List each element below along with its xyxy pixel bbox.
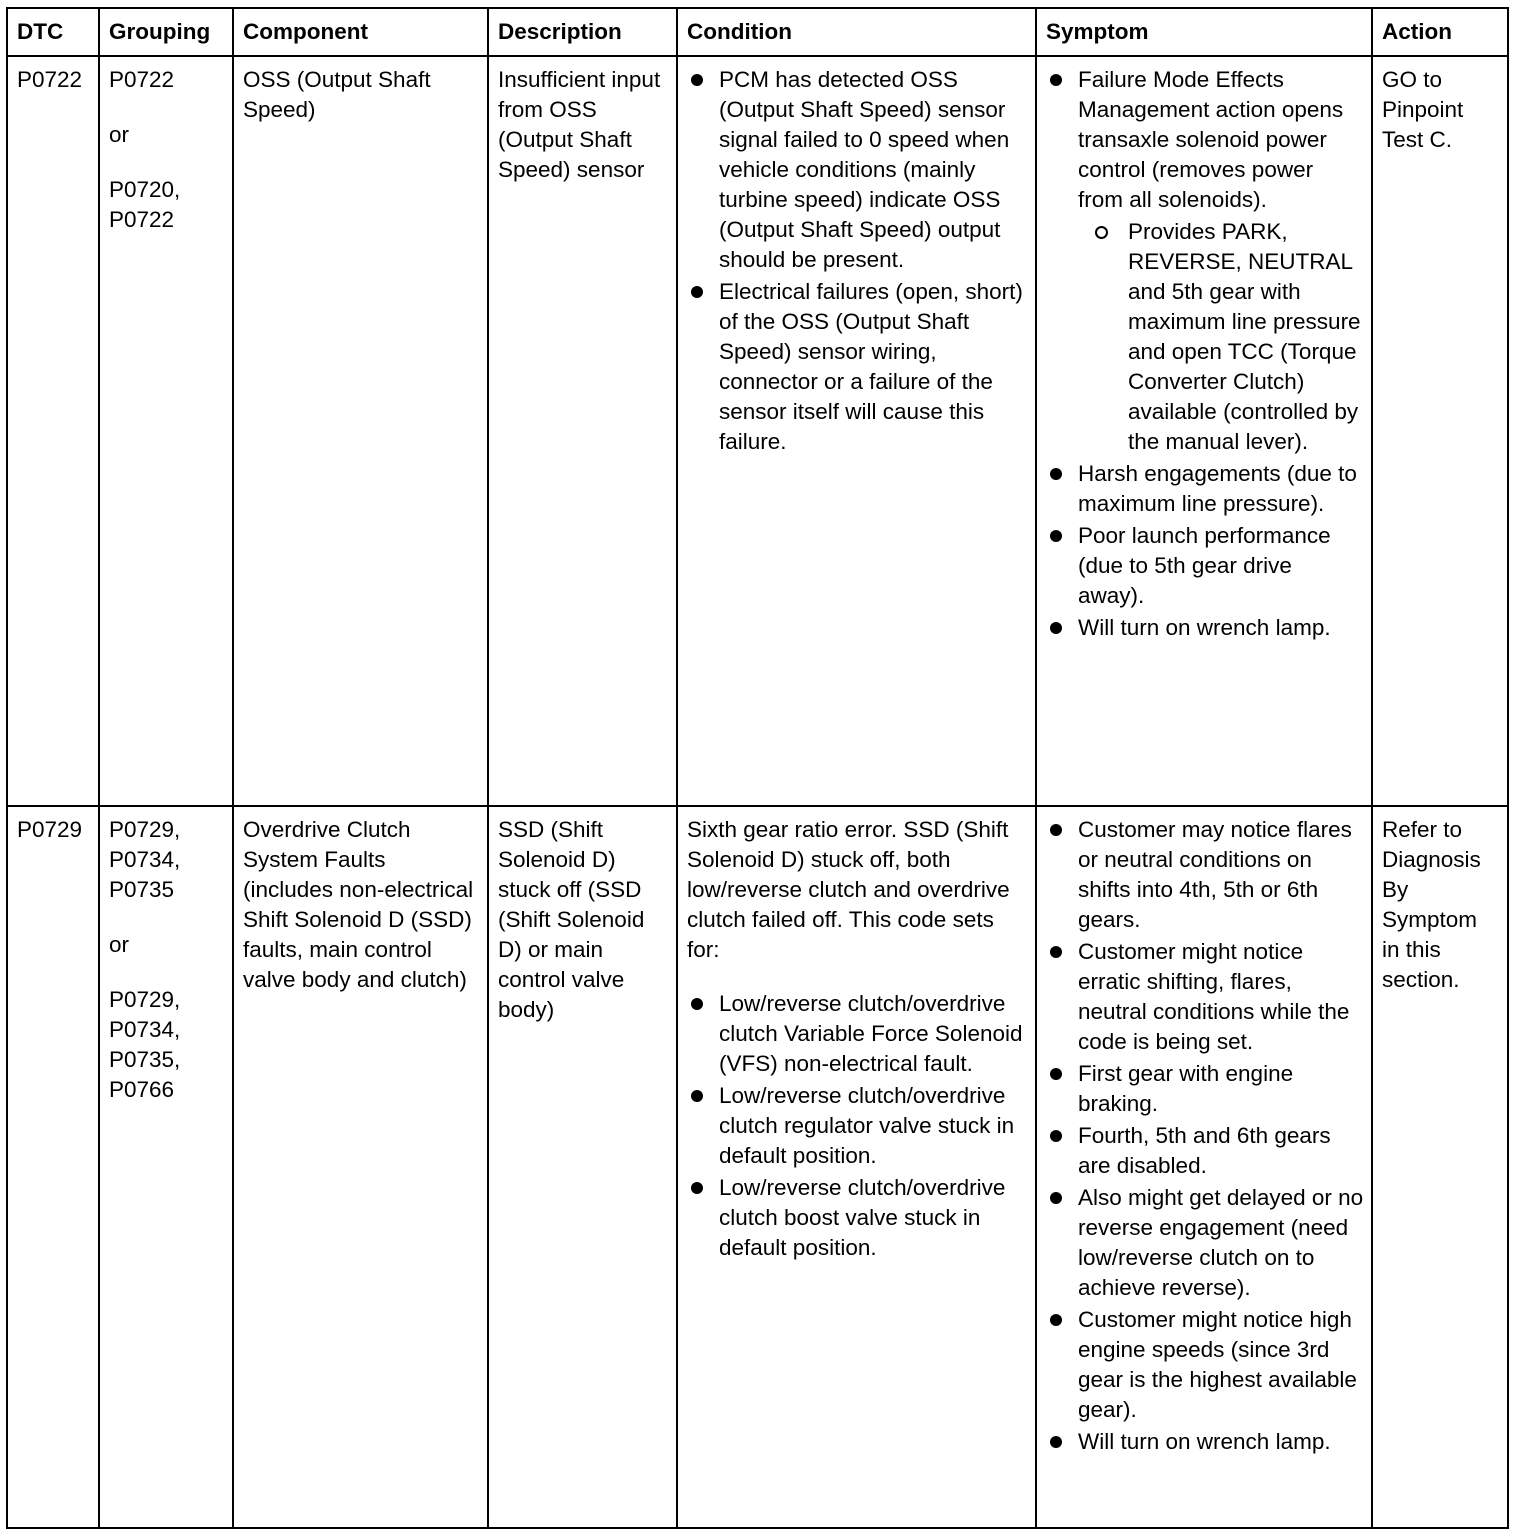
list-item: Harsh engagements (due to maximum line pressure). [1046, 459, 1364, 519]
grouping-code: P0722 [109, 67, 175, 92]
list-item: Customer might notice high engine speeds (since 3rd gear is the highest available gear). [1046, 1305, 1364, 1425]
condition-cell [677, 56, 1036, 806]
grouping-code: P0729, P0734, P0735 [109, 817, 181, 902]
condition-intro: Sixth gear ratio error. SSD (Shift Solenoid D) stuck off, both low/reverse clutch and overdrive clutch failed off. This code sets for: [687, 817, 1010, 962]
header-dtc: DTC [7, 8, 99, 56]
sub-list-item: Provides PARK, REVERSE, NEUTRAL and 5th gear with maximum line pressure and open TCC (Torque Converter Clutch) available (controlled by the manual lever). [1078, 217, 1364, 457]
symptom-list [1046, 65, 1364, 643]
list-item: Low/reverse clutch/overdrive clutch regulator valve stuck in default position. [687, 1081, 1028, 1171]
header-grouping: Grouping [99, 8, 233, 56]
list-item: Low/reverse clutch/overdrive clutch Variable Force Solenoid (VFS) non-electrical fault. [687, 989, 1028, 1079]
grouping-cell [99, 56, 233, 806]
description-cell: SSD (Shift Solenoid D) stuck off (SSD (Shift Solenoid D) or main control valve body) [488, 806, 677, 1528]
list-item: Also might get delayed or no reverse engagement (need low/reverse clutch on to achieve reverse). [1046, 1183, 1364, 1303]
condition-list [687, 989, 1028, 1263]
condition-cell [677, 806, 1036, 1528]
header-action: Action [1372, 8, 1508, 56]
list-item: Fourth, 5th and 6th gears are disabled. [1046, 1121, 1364, 1181]
header-description: Description [488, 8, 677, 56]
list-item: First gear with engine braking. [1046, 1059, 1364, 1119]
grouping-code: P0720, P0722 [109, 177, 181, 232]
list-item: PCM has detected OSS (Output Shaft Speed) sensor signal failed to 0 speed when vehicle conditions (mainly turbine speed) indicate OSS (Output Shaft Speed) output should be present. [687, 65, 1028, 275]
grouping-or: or [109, 122, 130, 147]
symptom-sublist [1078, 217, 1364, 457]
table-row [7, 806, 1508, 1528]
list-item [1046, 65, 1364, 457]
symptom-cell [1036, 56, 1372, 806]
grouping-or: or [109, 932, 130, 957]
dtc-table [6, 7, 1509, 1529]
list-item: Electrical failures (open, short) of the OSS (Output Shaft Speed) sensor wiring, connector or a failure of the sensor itself will cause this failure. [687, 277, 1028, 457]
action-cell: Refer to Diagnosis By Symptom in this section. [1372, 806, 1508, 1528]
list-item: Will turn on wrench lamp. [1046, 1427, 1364, 1457]
dtc-cell: P0722 [7, 56, 99, 806]
header-symptom: Symptom [1036, 8, 1372, 56]
action-cell: GO to Pinpoint Test C. [1372, 56, 1508, 806]
symptom-cell [1036, 806, 1372, 1528]
list-item: Will turn on wrench lamp. [1046, 613, 1364, 643]
symptom-list [1046, 815, 1364, 1457]
list-item: Poor launch performance (due to 5th gear drive away). [1046, 521, 1364, 611]
condition-list [687, 65, 1028, 457]
list-item: Low/reverse clutch/overdrive clutch boost valve stuck in default position. [687, 1173, 1028, 1263]
list-item: Customer may notice flares or neutral conditions on shifts into 4th, 5th or 6th gears. [1046, 815, 1364, 935]
grouping-cell [99, 806, 233, 1528]
table-row [7, 56, 1508, 806]
header-condition: Condition [677, 8, 1036, 56]
component-cell: OSS (Output Shaft Speed) [233, 56, 488, 806]
list-item: Customer might notice erratic shifting, flares, neutral conditions while the code is being set. [1046, 937, 1364, 1057]
header-row [7, 8, 1508, 56]
header-component: Component [233, 8, 488, 56]
list-item-text: Failure Mode Effects Management action opens transaxle solenoid power control (removes power from all solenoids). [1078, 67, 1344, 212]
component-cell: Overdrive Clutch System Faults (includes non-electrical Shift Solenoid D (SSD) faults, main control valve body and clutch) [233, 806, 488, 1528]
description-cell: Insufficient input from OSS (Output Shaft Speed) sensor [488, 56, 677, 806]
dtc-cell: P0729 [7, 806, 99, 1528]
grouping-code: P0729, P0734, P0735, P0766 [109, 987, 181, 1102]
